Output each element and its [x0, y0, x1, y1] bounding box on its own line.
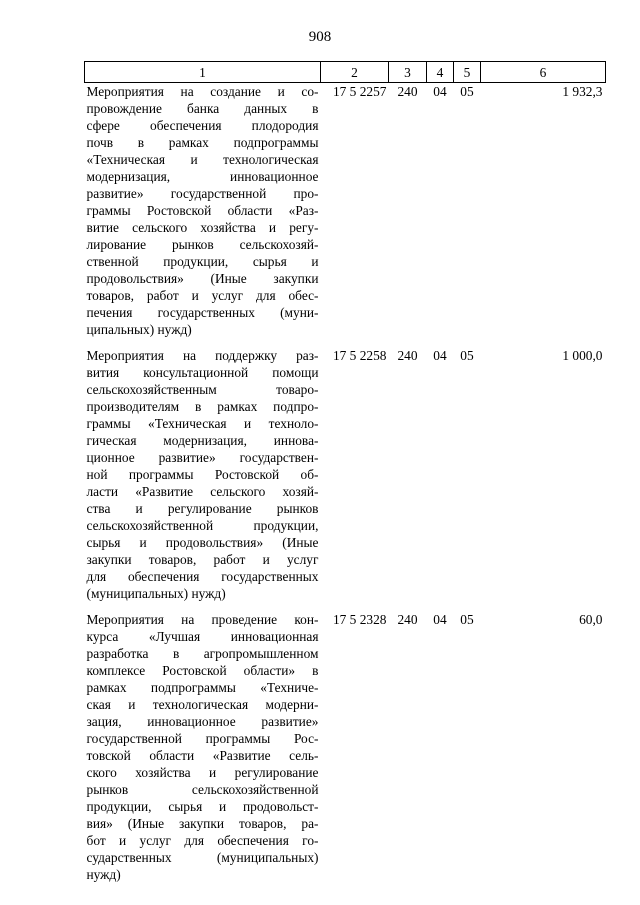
description-line: государственной программы Рос-	[86, 731, 319, 746]
section-code: 04	[433, 612, 447, 627]
target-article-code: 17 5 2257	[332, 84, 387, 99]
description-line: продукции, сырья и продовольст-	[86, 799, 319, 814]
description-line: модернизация, инновационное	[86, 169, 319, 184]
description-line: ства и регулирование рынков	[86, 501, 319, 516]
expense-type-code: 240	[397, 84, 418, 99]
page-number: 908	[308, 29, 332, 45]
table-row	[85, 611, 606, 892]
description-line: комплексе Ростовской области» в	[86, 663, 319, 678]
description-line: нужд)	[86, 867, 121, 882]
table-body	[85, 83, 606, 893]
table-row	[85, 347, 606, 611]
header-cell-2: 2	[321, 62, 389, 83]
header-row	[85, 62, 606, 83]
table-row	[85, 83, 606, 348]
description-line: для обеспечения государственных	[86, 569, 319, 584]
description-line: Мероприятия на создание и со-	[86, 84, 319, 99]
description-line: ципальных) нужд)	[86, 322, 192, 337]
target-article-code: 17 5 2258	[332, 348, 387, 363]
header-cell-3: 3	[389, 62, 427, 83]
description-line: сельскохозяйственным товаро-	[86, 382, 319, 397]
amount-value: 1 932,3	[562, 84, 603, 99]
description-line: граммы «Техническая и техноло-	[86, 416, 319, 431]
description-line: вития консультационной помощи	[86, 365, 319, 380]
table-header	[85, 62, 606, 83]
header-cell-4: 4	[427, 62, 454, 83]
description-line: ной программы Ростовской об-	[86, 467, 319, 482]
description-line: ционное развитие» государствен-	[86, 450, 319, 465]
expense-type-code: 240	[397, 612, 418, 627]
amount-value: 1 000,0	[562, 348, 603, 363]
description-line: развитие» государственной про-	[86, 186, 319, 201]
description-line: ласти «Развитие сельского хозяй-	[86, 484, 319, 499]
activity-description	[85, 347, 321, 611]
activity-description	[85, 611, 321, 892]
description-line: печения государственных (муни-	[86, 305, 319, 320]
description-line: разработка в агропромышленном	[86, 646, 319, 661]
description-line: почв в рамках подпрограммы	[86, 135, 319, 150]
header-cell-5: 5	[454, 62, 481, 83]
description-line: рынков сельскохозяйственной	[86, 782, 319, 797]
description-line: провождение банка данных в	[86, 101, 319, 116]
target-article-code: 17 5 2328	[332, 612, 387, 627]
description-line: сфере обеспечения плодородия	[86, 118, 319, 133]
description-line: продовольствия» (Иные закупки	[86, 271, 319, 286]
description-line: гическая модернизация, иннова-	[86, 433, 319, 448]
description-line: (муниципальных) нужд)	[86, 586, 226, 601]
subsection-code: 05	[460, 612, 474, 627]
amount-value: 60,0	[579, 612, 603, 627]
description-line: ского хозяйства и регулирование	[86, 765, 319, 780]
header-cell-1: 1	[85, 62, 321, 83]
section-code: 04	[433, 84, 447, 99]
description-line: товаров, работ и услуг для обес-	[86, 288, 319, 303]
description-line: Мероприятия на поддержку раз-	[86, 348, 319, 363]
description-line: закупки товаров, работ и услуг	[86, 552, 319, 567]
budget-table	[84, 61, 606, 892]
description-line: курса «Лучшая инновационная	[86, 629, 319, 644]
description-line: сударственных (муниципальных)	[86, 850, 319, 865]
expense-type-code: 240	[397, 348, 418, 363]
description-line: вия» (Иные закупки товаров, ра-	[86, 816, 319, 831]
subsection-code: 05	[460, 348, 474, 363]
description-line: бот и услуг для обеспечения го-	[86, 833, 319, 848]
description-line: граммы Ростовской области «Раз-	[86, 203, 319, 218]
activity-description	[85, 83, 321, 348]
description-line: производителям в рамках подпро-	[86, 399, 319, 414]
description-line: товской области «Развитие сель-	[86, 748, 319, 763]
description-line: Мероприятия на проведение кон-	[86, 612, 319, 627]
description-line: сырья и продовольствия» (Иные	[86, 535, 319, 550]
description-line: сельскохозяйственной продукции,	[86, 518, 319, 533]
section-code: 04	[433, 348, 447, 363]
description-line: витие сельского хозяйства и регу-	[86, 220, 319, 235]
description-line: «Техническая и технологическая	[86, 152, 319, 167]
description-line: ственной продукции, сырья и	[86, 254, 319, 269]
description-line: зация, инновационное развитие»	[86, 714, 319, 729]
description-line: рамках подпрограммы «Техниче-	[86, 680, 319, 695]
subsection-code: 05	[460, 84, 474, 99]
description-line: ская и технологическая модерни-	[86, 697, 319, 712]
description-line: лирование рынков сельскохозяй-	[86, 237, 319, 252]
header-cell-6: 6	[481, 62, 606, 83]
